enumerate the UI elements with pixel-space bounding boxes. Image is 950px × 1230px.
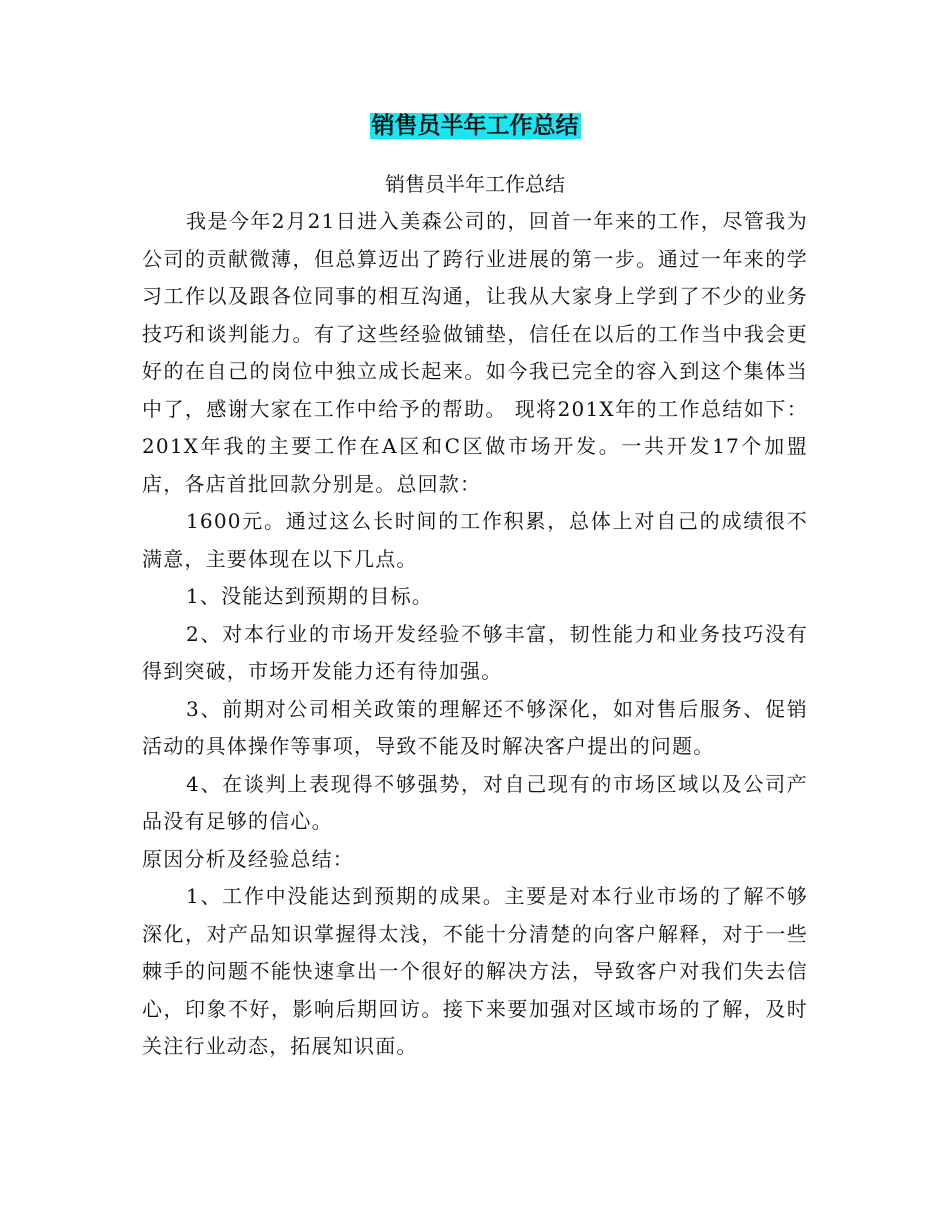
paragraph-intro: 我是今年2月21日进入美森公司的，回首一年来的工作，尽管我为公司的贡献微薄，但总算迈出了跨行业进展的第一步。通过一年来的学习工作以及跟各位同事的相互沟通，让我从大家身上学到了不少的业务技巧和谈判能力。有了这些经验做铺垫，信任在以后的工作当中我会更好的在自己的岗位中独立成长起来。如今我已完全的容入到这个集体当中了，感谢大家在工作中给予的帮助。 现将201X年的工作总结如下：201X年我的主要工作在A区和C区做市场开发。一共开发17个加盟店，各店首批回款分别是。总回款： <box>142 209 808 496</box>
section-heading-analysis: 原因分析及经验总结： <box>142 846 354 871</box>
paragraph-point-1: 1、没能达到预期的目标。 <box>186 584 434 608</box>
document-title-text: 销售员半年工作总结 <box>371 113 579 139</box>
paragraph-point-3: 3、前期对公司相关政策的理解还不够深化，如对售后服务、促销活动的具体操作等事项，导致不能及时解决客户提出的问题。 <box>142 696 808 758</box>
document-subtitle: 销售员半年工作总结 <box>385 172 565 196</box>
paragraph-analysis-1: 1、工作中没能达到预期的成果。主要是对本行业市场的了解不够深化，对产品知识掌握得太浅，不能十分清楚的向客户解释，对于一些棘手的问题不能快速拿出一个很好的解决方法，导致客户对我们失去信心，印象不好，影响后期回访。接下来要加强对区域市场的了解，及时关注行业动态，拓展知识面。 <box>142 884 808 1058</box>
document-page <box>142 108 808 1066</box>
paragraph-total-payment: 1600元。通过这么长时间的工作积累，总体上对自己的成绩很不满意，主要体现在以下几点。 <box>142 509 808 571</box>
document-title <box>142 108 808 144</box>
paragraph-point-2: 2、对本行业的市场开发经验不够丰富，韧性能力和业务技巧没有得到突破，市场开发能力还有待加强。 <box>142 621 808 683</box>
paragraph-point-4: 4、在谈判上表现得不够强势，对自己现有的市场区域以及公司产品没有足够的信心。 <box>142 771 808 833</box>
